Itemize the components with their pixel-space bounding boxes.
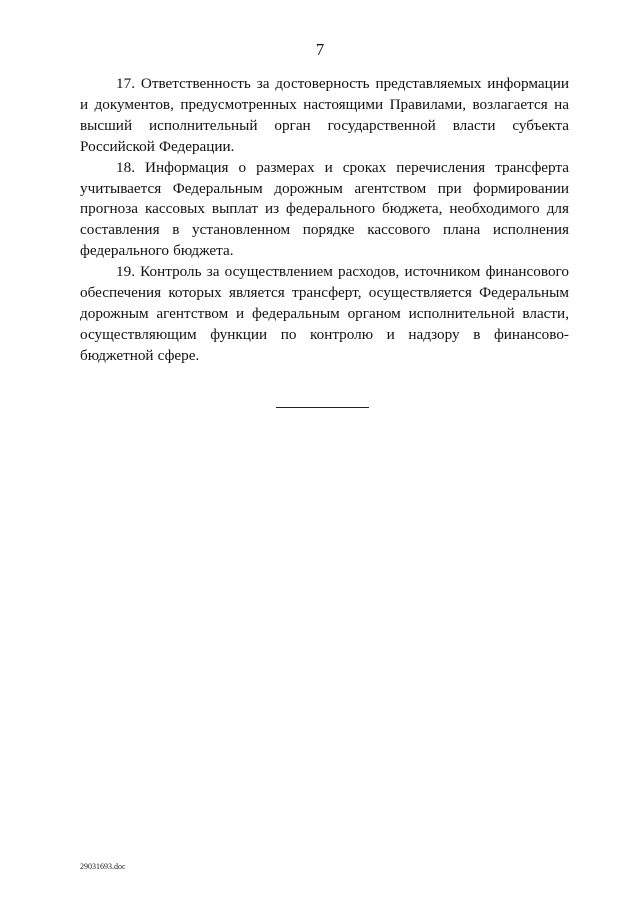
paragraph-18: 18. Информация о размерах и сроках перечисления трансферта учитывается Федеральным дорожным агентством при формировании прогноза кассовых выплат из федерального бюджета, необходимого для составления в установленном порядке кассового плана исполнения федерального бюджета. xyxy=(80,158,569,260)
body-text xyxy=(80,74,569,367)
footer-document-code: 29031693.doc xyxy=(80,862,126,871)
page-number: 7 xyxy=(315,40,325,59)
paragraph-17: 17. Ответственность за достоверность представляемых информации и документов, предусмотренных настоящими Правилами, возлагается на высший исполнительный орган государственной власти субъекта Российской Федерации. xyxy=(80,75,569,155)
end-divider xyxy=(276,407,369,408)
paragraph-19: 19. Контроль за осуществлением расходов, источником финансового обеспечения которых является трансферт, осуществляется Федеральным дорожным агентством и федеральным органом исполнительной власти, осуществляющим функции по контролю и надзору в финансово-бюджетной сфере. xyxy=(80,263,569,364)
